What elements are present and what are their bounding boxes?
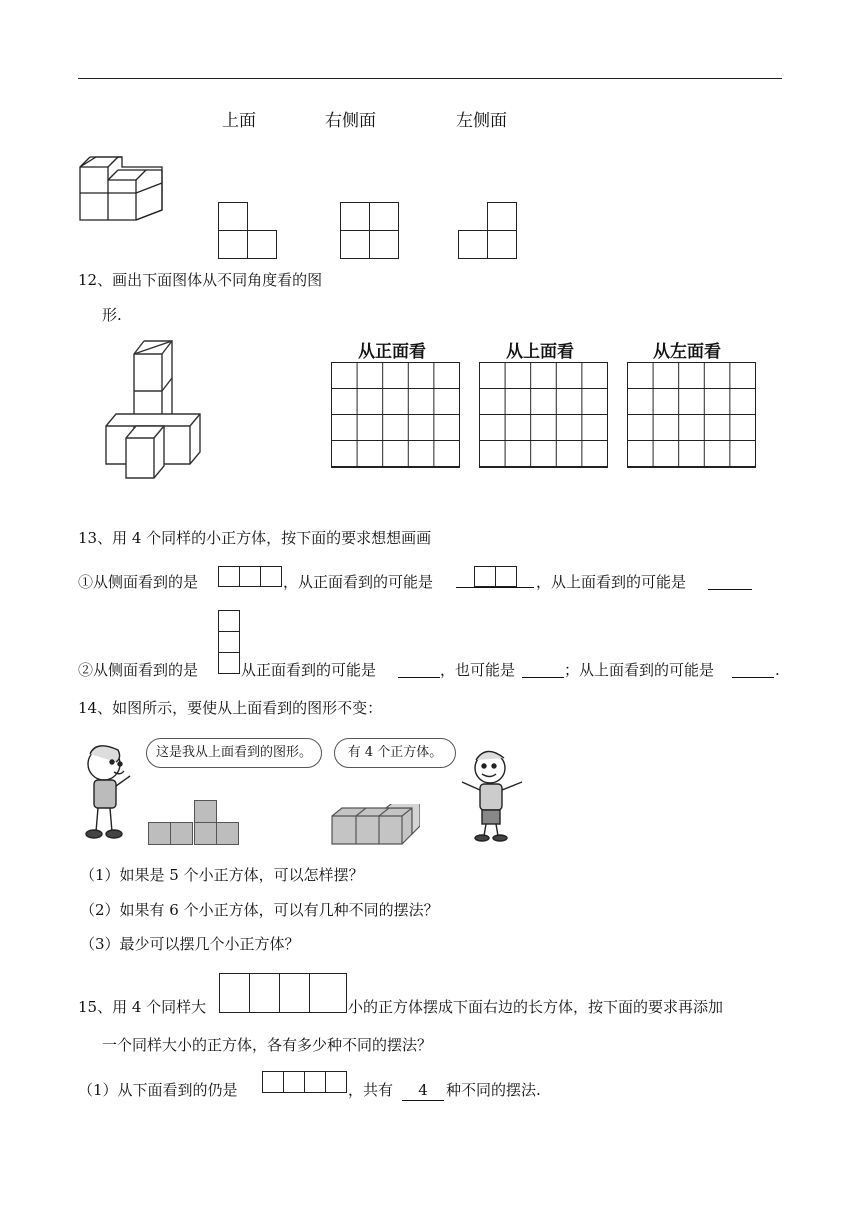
header-rule: [78, 78, 782, 79]
label-right-view: 右侧面: [325, 111, 376, 131]
cube-solid-figure-11: [76, 152, 168, 227]
answer-blank-front-1[interactable]: [456, 587, 534, 588]
q12-line1: 12、画出下面图体从不同角度看的图: [78, 271, 323, 289]
q13-part2-e: .: [775, 661, 780, 679]
grid-header-front: 从正面看: [358, 342, 426, 362]
label-left-view: 左侧面: [456, 111, 507, 131]
q13-part1-a: ①从侧面看到的是: [78, 573, 199, 591]
q15-line1-b: 小的正方体摆成下面右边的长方体，按下面的要求再添加: [348, 998, 724, 1016]
q13-part2-d: ；从上面看到的可能是: [564, 661, 715, 679]
q13-part1-c: ，从上面看到的可能是: [536, 573, 687, 591]
q15-line1-a: 15、用 4 个同样大: [78, 998, 207, 1016]
grid-header-top: 从上面看: [506, 342, 574, 362]
q15-line3-a: （1）从下面看到的仍是: [78, 1081, 238, 1099]
boy-right-illustration: [458, 742, 528, 842]
q13-title: 13、用 4 个同样的小正方体，按下面的要求想想画画: [78, 529, 432, 547]
q15-answer-blank[interactable]: 4: [402, 1080, 444, 1101]
answer-blank-top-2[interactable]: [732, 677, 774, 678]
boy-left-illustration: [78, 740, 136, 840]
speech-bubble-left: 这是我从上面看到的图形。: [146, 738, 322, 768]
q14-item-3: （3）最少可以摆几个小正方体？: [80, 935, 300, 953]
q14-item-1: （1）如果是 5 个小正方体，可以怎样摆？: [80, 866, 364, 884]
answer-blank-front-3[interactable]: [522, 677, 564, 678]
q15-line3-c: 种不同的摆法.: [446, 1081, 541, 1099]
speech-bubble-right: 有 4 个正方体。: [334, 738, 456, 768]
q13-part2-a: ②从侧面看到的是: [78, 661, 199, 679]
answer-grid-front[interactable]: [331, 362, 460, 468]
four-cube-solid-illustration: [330, 804, 420, 848]
answer-grid-left[interactable]: [627, 362, 756, 468]
answer-blank-front-2[interactable]: [398, 677, 440, 678]
q13-part1-b: ，从正面看到的可能是: [283, 573, 434, 591]
q14-item-2: （2）如果有 6 个小正方体，可以有几种不同的摆法？: [80, 901, 439, 919]
q14-title: 14、如图所示，要使从上面看到的图形不变：: [78, 699, 383, 717]
q13-part2-c: ，也可能是: [440, 661, 516, 679]
answer-grid-top[interactable]: [479, 362, 608, 468]
cube-tower-figure: [100, 338, 210, 483]
answer-blank-top-1[interactable]: [708, 589, 752, 590]
q13-part2-b: 从正面看到的可能是: [241, 661, 377, 679]
grid-header-left: 从左面看: [653, 342, 721, 362]
q15-line3-b: ，共有: [348, 1081, 394, 1099]
q12-line2: 形.: [102, 306, 122, 324]
label-top-view: 上面: [222, 111, 256, 131]
q15-line2: 一个同样大小的正方体，各有多少种不同的摆法？: [102, 1036, 433, 1054]
q14-illustration: [78, 732, 528, 844]
